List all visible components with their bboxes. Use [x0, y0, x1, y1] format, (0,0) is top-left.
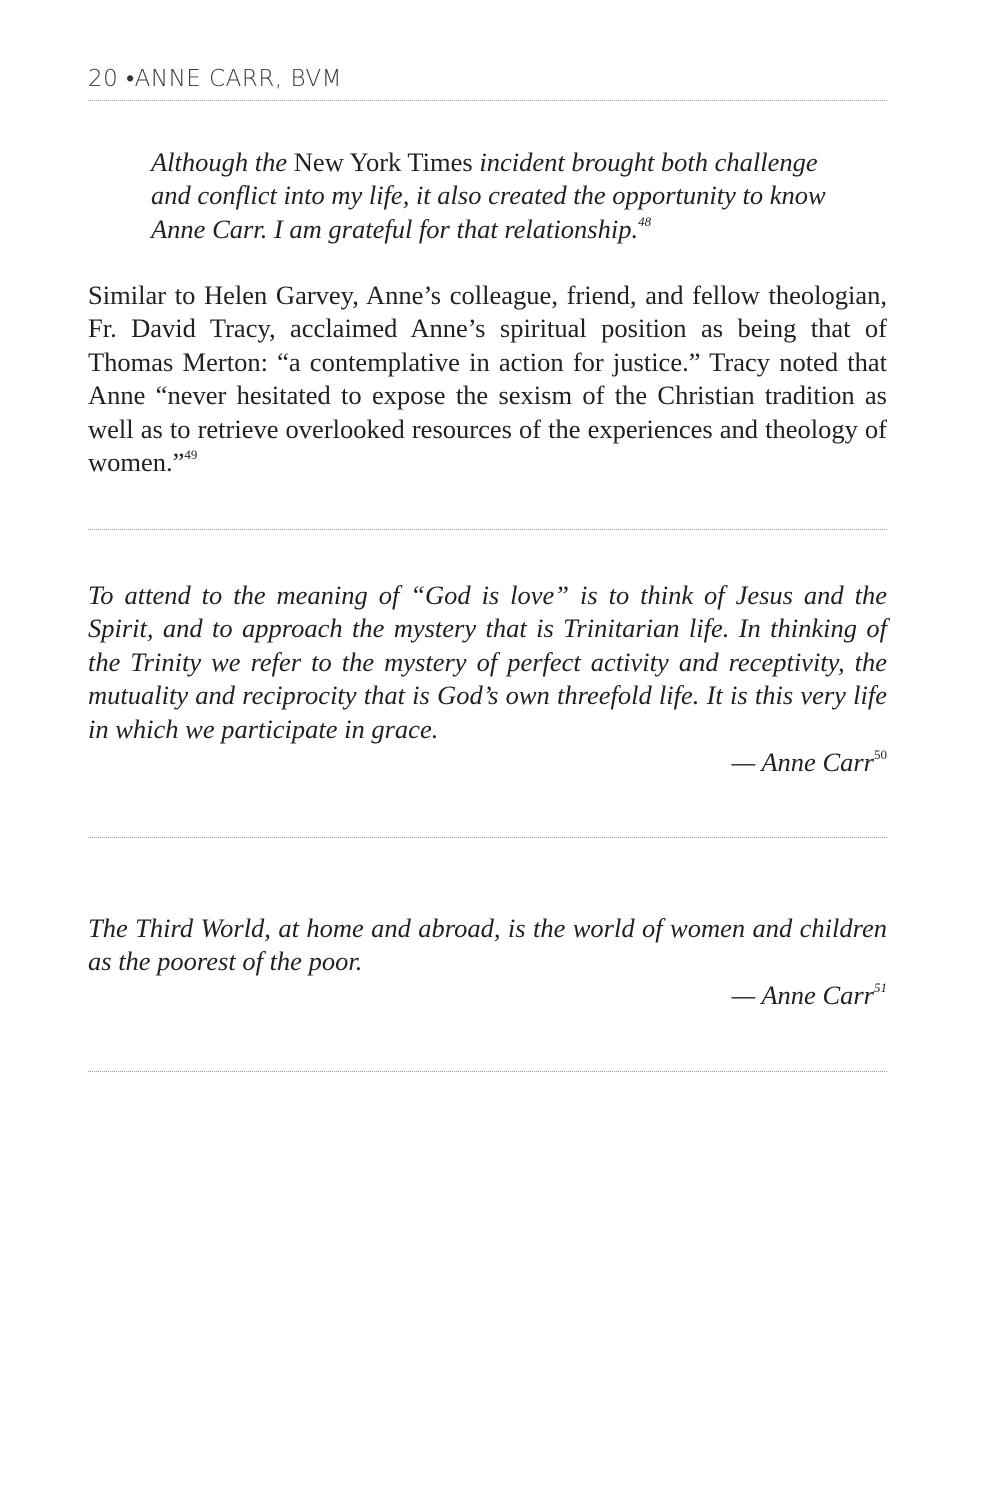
footnote-ref-49: 49 [184, 447, 198, 463]
pull-quote-1-attribution [88, 746, 887, 779]
block-quote-part-2: incident brought both challenge and conflict into my life, it also created the opportunity to know Anne Carr. I am grateful for that relationship. [151, 147, 826, 244]
running-head: 20 •ANNE CARR, BVM [88, 66, 342, 92]
attribution-2-name: — Anne Carr [731, 979, 874, 1010]
body-paragraph-text: Similar to Helen Garvey, Anne’s colleague, friend, and fellow theologian, Fr. David Tracy, acclaimed Anne’s spiritual position as being that of Thomas Merton: “a contemplative in action for justice.” Tracy noted that Anne “never hesitated to expose the sexism of the Christian tradition as well as to retrieve overlooked resources of the experiences and theology of women.” [88, 280, 887, 478]
attribution-1-name: — Anne Carr [731, 747, 874, 778]
body-paragraph [88, 279, 887, 479]
pull-quote-1 [88, 579, 887, 779]
section-divider-3 [88, 1071, 887, 1072]
footnote-ref-51: 51 [874, 979, 887, 995]
footnote-ref-50: 50 [874, 747, 887, 763]
header-rule [88, 100, 887, 101]
section-divider-1 [88, 529, 887, 530]
pull-quote-2 [88, 912, 887, 1012]
block-quote-newspaper-title: New York Times [293, 147, 473, 177]
pull-quote-2-attribution [88, 979, 887, 1012]
pull-quote-1-text: To attend to the meaning of “God is love” is to think of Jesus and the Spirit, and to approach the mystery that is Trinitarian life. In thinking of the Trinity we refer to the mystery of perfect activity and receptivity, the mutuality and reciprocity that is God’s own threefold life. It is this very life in which we participate in grace. [88, 580, 887, 744]
section-divider-2 [88, 837, 887, 838]
block-quote-part-1: Although the [151, 147, 294, 177]
block-quote [151, 146, 841, 246]
footnote-ref-48: 48 [638, 213, 652, 229]
pull-quote-2-text: The Third World, at home and abroad, is the world of women and children as the poorest of the poor. [88, 913, 887, 977]
